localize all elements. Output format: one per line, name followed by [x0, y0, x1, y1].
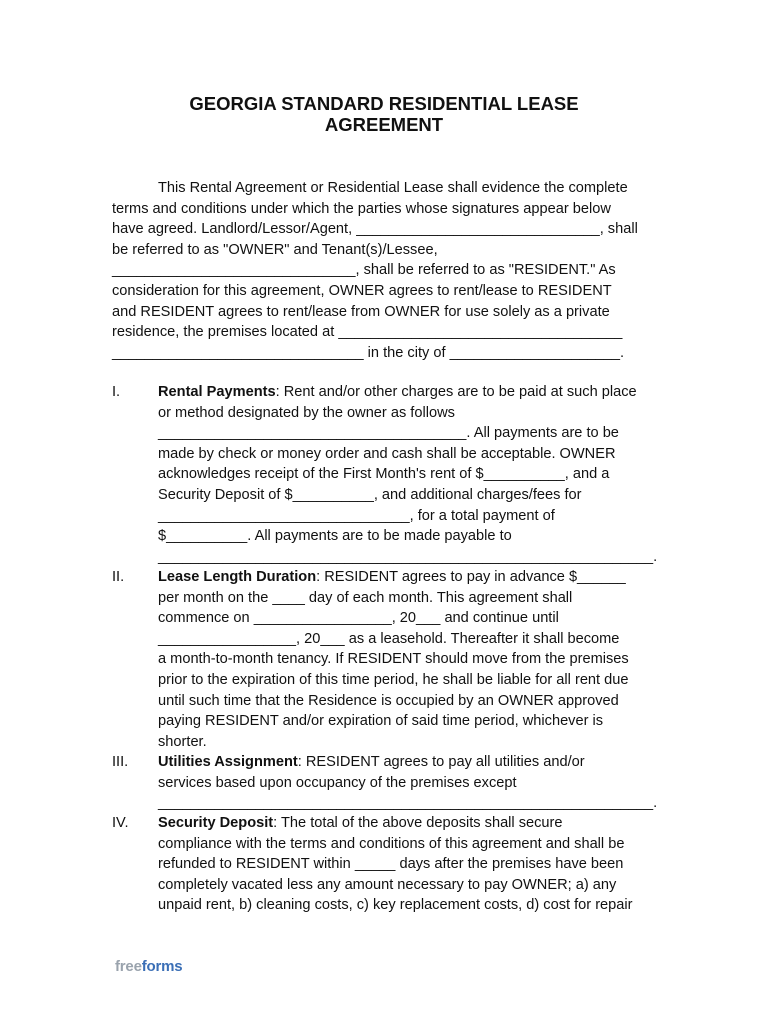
section-line: commence on _________________, 20___ and continue until	[158, 610, 559, 627]
title-line-1: GEORGIA STANDARD RESIDENTIAL LEASE	[189, 93, 579, 114]
section-first-line-text: : Rent and/or other charges are to be paid at such place	[275, 384, 637, 400]
section-line: Security Deposit of $__________, and additional charges/fees for	[158, 486, 582, 503]
intro-line: _______________________________ in the city of _____________________.	[112, 344, 625, 361]
intro-line: ______________________________, shall be referred to as "RESIDENT." As	[112, 262, 616, 279]
section-line: $__________. All payments are to be made payable to	[158, 528, 512, 545]
section-line: until such time that the Residence is occupied by an OWNER approved	[158, 692, 619, 709]
section-line: paying RESIDENT and/or expiration of said time period, whichever is	[158, 713, 604, 730]
section-line: refunded to RESIDENT within _____ days after the premises have been	[158, 856, 624, 873]
section-number: II.	[112, 569, 125, 585]
section-heading: Rental Payments	[158, 384, 276, 400]
section-line: completely vacated less any amount necessary to pay OWNER; a) any	[158, 876, 617, 893]
section-line: _____________________________________________________________.	[158, 795, 658, 812]
section-line: _________________, 20___ as a leasehold. Thereafter it shall become	[158, 630, 620, 647]
section-first-line-text: : RESIDENT agrees to pay in advance $______	[316, 569, 626, 585]
section-line: compliance with the terms and conditions of this agreement and shall be	[158, 835, 625, 852]
section-body	[158, 813, 653, 916]
intro-line: and RESIDENT agrees to rent/lease from OWNER for use solely as a private	[112, 303, 610, 320]
section-body	[158, 752, 658, 814]
section-body	[158, 567, 653, 752]
section-line: or method designated by the owner as follows	[158, 404, 455, 421]
section-first-line	[158, 382, 653, 403]
logo-free-text: free	[115, 958, 142, 975]
section-first-line-text: : The total of the above deposits shall secure	[273, 815, 563, 831]
section-heading: Security Deposit	[158, 815, 274, 831]
intro-line: consideration for this agreement, OWNER agrees to rent/lease to RESIDENT	[112, 282, 612, 299]
section-line: _______________________________, for a total payment of	[158, 507, 555, 524]
section-first-line-text: : RESIDENT agrees to pay all utilities and/or	[297, 754, 585, 770]
section-line: per month on the ____ day of each month. This agreement shall	[158, 589, 573, 606]
title-line-2: AGREEMENT	[324, 113, 444, 135]
document-title	[112, 92, 656, 133]
section-line: shorter.	[158, 733, 207, 750]
section-first-line	[158, 752, 653, 773]
section-line: ______________________________________. All payments are to be	[158, 425, 619, 442]
section-number: III.	[112, 754, 129, 770]
intro-paragraph	[112, 178, 652, 363]
section-heading: Utilities Assignment	[158, 754, 298, 770]
logo-forms-text: forms	[141, 958, 183, 975]
section-line: made by check or money order and cash shall be acceptable. OWNER	[158, 445, 616, 462]
intro-line: This Rental Agreement or Residential Lease shall evidence the complete	[158, 180, 628, 196]
intro-line: have agreed. Landlord/Lessor/Agent, ______________________________, shall	[112, 221, 638, 238]
section-number: IV.	[112, 815, 129, 831]
intro-line: terms and conditions under which the parties whose signatures appear below	[112, 200, 611, 217]
section-line: services based upon occupancy of the premises except	[158, 774, 517, 791]
section-line: a month-to-month tenancy. If RESIDENT should move from the premises	[158, 651, 629, 668]
section-first-line	[158, 567, 653, 588]
section-heading: Lease Length Duration	[158, 569, 317, 585]
section-line: _____________________________________________________________.	[158, 548, 658, 565]
section-line: unpaid rent, b) cleaning costs, c) key replacement costs, d) cost for repair	[158, 897, 633, 914]
section-line: acknowledges receipt of the First Month's rent of $__________, and a	[158, 466, 610, 483]
section-first-line	[158, 813, 653, 834]
freeforms-logo	[115, 958, 182, 975]
intro-line: residence, the premises located at ___________________________________	[112, 324, 623, 341]
intro-line: be referred to as "OWNER" and Tenant(s)/Lessee,	[112, 241, 438, 258]
section-body	[158, 382, 658, 567]
section-line: prior to the expiration of this time period, he shall be liable for all rent due	[158, 671, 629, 688]
section-number: I.	[112, 384, 121, 400]
